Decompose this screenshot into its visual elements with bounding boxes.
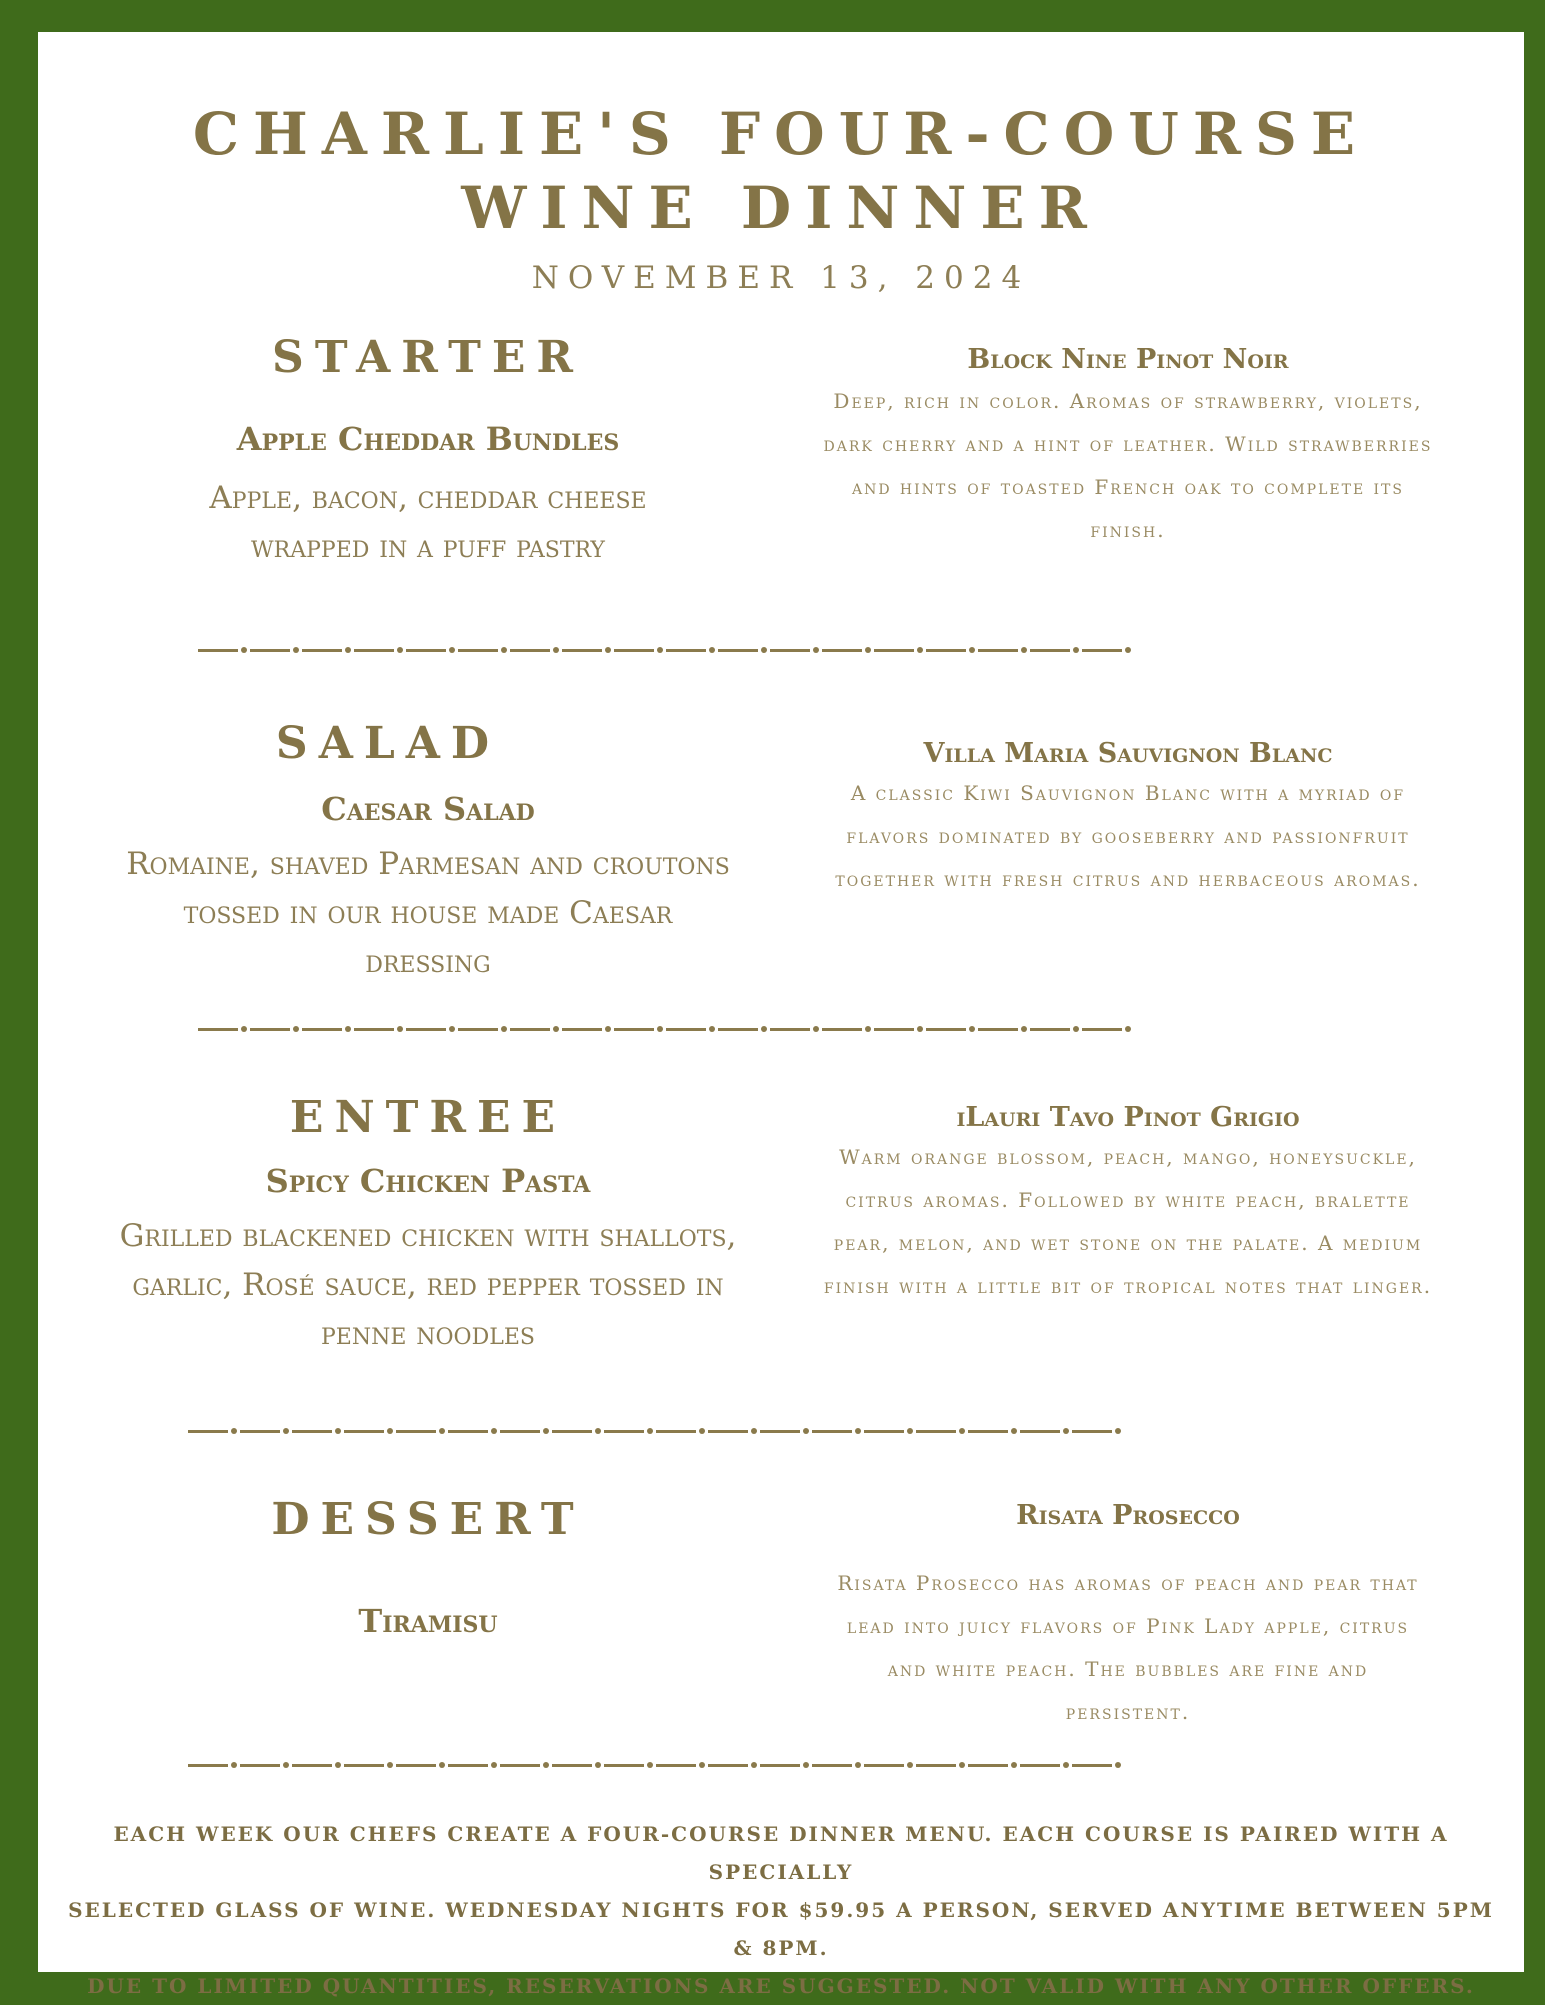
dish-description-starter: Apple, bacon, cheddar cheese wrapped in a puff pastry <box>209 480 647 565</box>
divider-dash <box>666 1028 706 1031</box>
divider-dash <box>250 649 290 652</box>
divider-dash <box>604 1430 644 1433</box>
divider-dot <box>543 1762 549 1768</box>
divider-dash <box>302 1028 342 1031</box>
divider-dash <box>250 1028 290 1031</box>
divider-dash <box>406 1028 446 1031</box>
divider-dot <box>553 647 559 653</box>
divider-dot <box>761 647 767 653</box>
divider-dash <box>344 1764 384 1767</box>
divider-dot <box>709 1026 715 1032</box>
divider-dash <box>760 1430 800 1433</box>
divider-dot <box>397 1026 403 1032</box>
divider-dash <box>396 1430 436 1433</box>
divider-dot <box>751 1428 757 1434</box>
divider-dash <box>396 1764 436 1767</box>
divider-dash <box>354 1028 394 1031</box>
course-heading-entree: ENTREE <box>289 1092 567 1143</box>
divider-dot <box>231 1762 237 1768</box>
divider-dot <box>969 1026 975 1032</box>
dish-name-entree: Spicy Chicken Pasta <box>265 1162 591 1200</box>
divider-dot <box>1063 1762 1069 1768</box>
dish-name-dessert: Tiramisu <box>358 1602 498 1640</box>
divider-dot <box>449 1026 455 1032</box>
divider-dot <box>553 1026 559 1032</box>
divider-dash <box>822 1028 862 1031</box>
divider-dot <box>1125 647 1131 653</box>
divider-dash <box>718 1028 758 1031</box>
divider-dash <box>500 1430 540 1433</box>
divider-dash <box>552 1764 592 1767</box>
divider-dot <box>241 1026 247 1032</box>
divider-dot <box>699 1428 705 1434</box>
course-heading-starter: STARTER <box>272 332 584 383</box>
divider-dot <box>1073 1026 1079 1032</box>
divider-dot <box>761 1026 767 1032</box>
divider-dot <box>1115 1428 1121 1434</box>
divider-dot <box>449 647 455 653</box>
divider-2 <box>198 1026 1134 1032</box>
divider-dash <box>926 649 966 652</box>
dish-description-salad: Romaine, shaved Parmesan and croutons tossed in our house made Caesar dressing <box>126 846 730 980</box>
divider-dot <box>865 647 871 653</box>
divider-dash <box>198 1028 238 1031</box>
divider-dash <box>666 649 706 652</box>
divider-dot <box>345 647 351 653</box>
divider-dash <box>968 1430 1008 1433</box>
divider-dash <box>448 1764 488 1767</box>
divider-dot <box>491 1762 497 1768</box>
divider-dash <box>292 1764 332 1767</box>
event-date: NOVEMBER 13, 2024 <box>531 260 1031 296</box>
menu-title-line-1: CHARLIE'S FOUR-COURSE <box>192 100 1370 168</box>
divider-dash <box>968 1764 1008 1767</box>
divider-dot <box>855 1428 861 1434</box>
divider-4 <box>188 1762 1124 1768</box>
divider-dot <box>803 1428 809 1434</box>
divider-dash <box>614 649 654 652</box>
divider-dash <box>1020 1764 1060 1767</box>
divider-dot <box>283 1762 289 1768</box>
divider-dot <box>657 647 663 653</box>
divider-dot <box>439 1762 445 1768</box>
divider-dot <box>1073 647 1079 653</box>
divider-dash <box>708 1430 748 1433</box>
divider-dash <box>1072 1430 1112 1433</box>
menu-sheet <box>38 32 1524 1998</box>
divider-dot <box>803 1762 809 1768</box>
divider-dash <box>812 1764 852 1767</box>
divider-dash <box>1020 1430 1060 1433</box>
divider-dot <box>855 1762 861 1768</box>
divider-dash <box>656 1430 696 1433</box>
divider-dot <box>917 1026 923 1032</box>
divider-dot <box>335 1428 341 1434</box>
wine-name-dessert: Risata Prosecco <box>1016 1500 1240 1531</box>
divider-1 <box>198 647 1134 653</box>
divider-dash <box>188 1430 228 1433</box>
divider-dash <box>188 1764 228 1767</box>
divider-dash <box>1030 1028 1070 1031</box>
divider-dash <box>458 1028 498 1031</box>
divider-dash <box>978 649 1018 652</box>
divider-dot <box>293 647 299 653</box>
divider-dot <box>439 1428 445 1434</box>
divider-dot <box>959 1428 965 1434</box>
divider-dash <box>770 649 810 652</box>
divider-dot <box>647 1762 653 1768</box>
divider-dot <box>865 1026 871 1032</box>
divider-dash <box>240 1764 280 1767</box>
divider-dot <box>813 1026 819 1032</box>
divider-dash <box>812 1430 852 1433</box>
divider-3 <box>188 1428 1124 1434</box>
divider-dash <box>500 1764 540 1767</box>
divider-dot <box>647 1428 653 1434</box>
divider-dash <box>926 1028 966 1031</box>
divider-dash <box>864 1764 904 1767</box>
divider-dash <box>562 1028 602 1031</box>
divider-dot <box>283 1428 289 1434</box>
divider-dot <box>241 647 247 653</box>
divider-dash <box>1082 1028 1122 1031</box>
wine-name-starter: Block Nine Pinot Noir <box>967 344 1289 375</box>
divider-dash <box>198 649 238 652</box>
divider-dot <box>387 1762 393 1768</box>
footer-line-2: SELECTED GLASS OF WINE. WEDNESDAY NIGHTS FOR $59.95 A PERSON, SERVED ANYTIME BETWEEN 5PM & 8PM. <box>68 1898 1494 1960</box>
divider-dash <box>718 649 758 652</box>
course-heading-salad: SALAD <box>275 718 501 769</box>
divider-dot <box>959 1762 965 1768</box>
divider-dash <box>1030 649 1070 652</box>
divider-dash <box>292 1430 332 1433</box>
divider-dot <box>1021 647 1027 653</box>
divider-dash <box>822 649 862 652</box>
footer-line-3: DUE TO LIMITED QUANTITIES, RESERVATIONS ARE SUGGESTED. NOT VALID WITH ANY OTHER OFFERS. <box>87 1974 1475 1998</box>
divider-dash <box>1082 649 1122 652</box>
divider-dot <box>595 1428 601 1434</box>
wine-name-entree: iLauri Tavo Pinot Grigio <box>956 1102 1300 1133</box>
divider-dash <box>552 1430 592 1433</box>
divider-dot <box>543 1428 549 1434</box>
divider-dot <box>605 647 611 653</box>
divider-dot <box>387 1428 393 1434</box>
divider-dot <box>335 1762 341 1768</box>
divider-dot <box>1011 1428 1017 1434</box>
divider-dot <box>231 1428 237 1434</box>
divider-dash <box>510 1028 550 1031</box>
divider-dash <box>874 649 914 652</box>
divider-dot <box>1125 1026 1131 1032</box>
divider-dot <box>1063 1428 1069 1434</box>
divider-dot <box>1011 1762 1017 1768</box>
divider-dot <box>491 1428 497 1434</box>
footer-line-1: EACH WEEK OUR CHEFS CREATE A FOUR-COURSE DINNER MENU. EACH COURSE IS PAIRED WITH A SPECIALLY <box>113 1822 1449 1884</box>
divider-dash <box>770 1028 810 1031</box>
divider-dash <box>448 1430 488 1433</box>
divider-dot <box>907 1762 913 1768</box>
divider-dot <box>595 1762 601 1768</box>
divider-dash <box>344 1430 384 1433</box>
divider-dot <box>969 647 975 653</box>
divider-dot <box>917 647 923 653</box>
divider-dot <box>397 647 403 653</box>
divider-dash <box>302 649 342 652</box>
divider-dash <box>864 1430 904 1433</box>
menu-title <box>38 97 1524 245</box>
divider-dash <box>458 649 498 652</box>
wine-description-entree: Warm orange blossom, peach, mango, honeysuckle, citrus aromas. Followed by white peach, bralette pear, melon, and wet stone on the palate. A medium finish with a little bit of tropical notes that linger. <box>823 1145 1433 1298</box>
divider-dot <box>657 1026 663 1032</box>
divider-dash <box>510 649 550 652</box>
wine-name-salad: Villa Maria Sauvignon Blanc <box>923 738 1333 769</box>
menu-title-line-2: WINE DINNER <box>461 174 1101 242</box>
divider-dash <box>760 1764 800 1767</box>
divider-dash <box>406 649 446 652</box>
divider-dot <box>813 647 819 653</box>
divider-dot <box>1021 1026 1027 1032</box>
dish-name-starter: Apple Cheddar Bundles <box>236 420 620 458</box>
dish-description-entree: Grilled blackened chicken with shallots, garlic, Rosé sauce, red pepper tossed in penne noodles <box>119 1218 737 1352</box>
divider-dash <box>354 649 394 652</box>
wine-description-starter: Deep, rich in color. Aromas of strawberry, violets, dark cherry and a hint of leather. Wild strawberries and hints of toasted French oak to complete its finish. <box>823 389 1433 542</box>
dish-name-salad: Caesar Salad <box>321 790 535 828</box>
divider-dash <box>874 1028 914 1031</box>
divider-dash <box>916 1430 956 1433</box>
divider-dot <box>709 647 715 653</box>
divider-dot <box>751 1762 757 1768</box>
divider-dash <box>916 1764 956 1767</box>
wine-description-salad: A classic Kiwi Sauvignon Blanc with a myriad of flavors dominated by gooseberry and passionfruit together with fresh citrus and herbaceous aromas. <box>835 781 1421 891</box>
footer-note <box>58 1815 1504 2005</box>
divider-dash <box>604 1764 644 1767</box>
divider-dot <box>345 1026 351 1032</box>
course-heading-dessert: DESSERT <box>271 1494 585 1545</box>
divider-dash <box>978 1028 1018 1031</box>
divider-dot <box>699 1762 705 1768</box>
divider-dash <box>562 649 602 652</box>
divider-dot <box>605 1026 611 1032</box>
divider-dash <box>614 1028 654 1031</box>
divider-dot <box>1115 1762 1121 1768</box>
divider-dash <box>1072 1764 1112 1767</box>
divider-dash <box>240 1430 280 1433</box>
divider-dot <box>501 647 507 653</box>
divider-dot <box>501 1026 507 1032</box>
wine-description-dessert: Risata Prosecco has aromas of peach and pear that lead into juicy flavors of Pink Lady apple, citrus and white peach. The bubbles are fine and persistent. <box>837 1571 1419 1724</box>
divider-dash <box>656 1764 696 1767</box>
divider-dot <box>907 1428 913 1434</box>
divider-dash <box>708 1764 748 1767</box>
divider-dot <box>293 1026 299 1032</box>
